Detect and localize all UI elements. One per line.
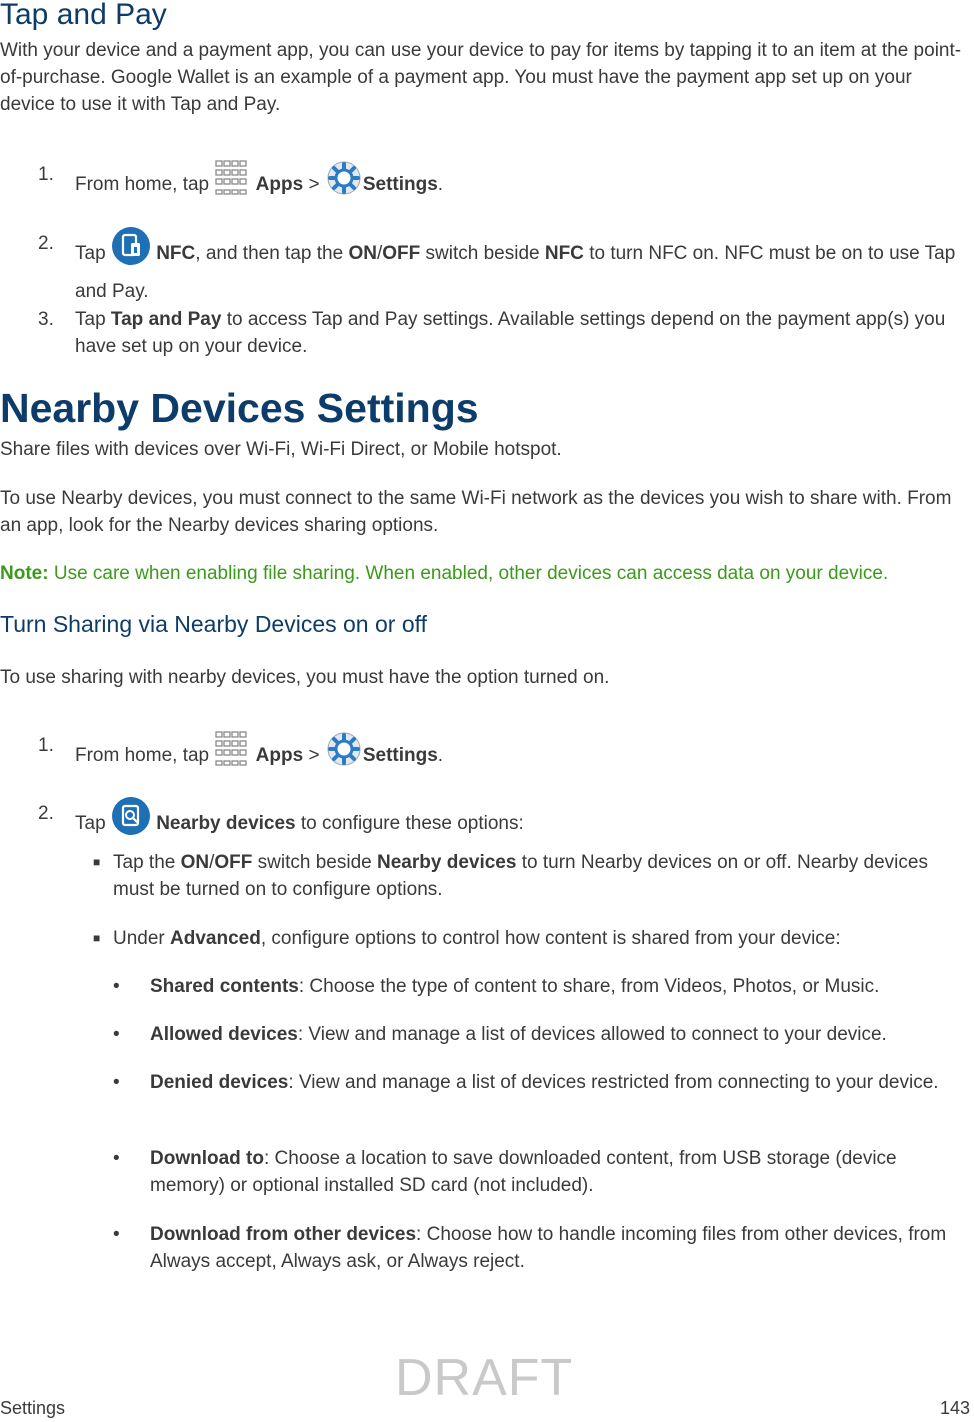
option-text: : View and manage a list of devices allowed to connect to your device.	[297, 1024, 887, 1045]
slash: /	[376, 243, 383, 265]
bullet-text: to turn Nearby devices on or off. Nearby devices must be turned on to configure options.	[113, 852, 928, 900]
option-text: : Choose a location to save downloaded content, from USB storage (device memory) or optional installed SD card (not included).	[150, 1148, 897, 1196]
step-number: 1.	[38, 164, 54, 185]
option-label: Download to	[150, 1148, 264, 1169]
sub-item-allowed-devices	[150, 1021, 972, 1048]
settings-gear-icon	[325, 158, 363, 206]
sub-item-download-from-other-devices	[150, 1221, 972, 1275]
step-end: .	[437, 174, 444, 196]
step-text: From home, tap	[75, 174, 210, 196]
apps-grid-icon	[214, 158, 250, 206]
separator: >	[308, 745, 320, 767]
step-number: 2.	[38, 803, 54, 824]
dot-bullet: •	[113, 1024, 120, 1045]
apps-grid-icon	[214, 729, 250, 777]
square-bullet: ■	[93, 931, 101, 945]
footer-page-number: 143	[939, 1398, 970, 1418]
section-title-tap-and-pay: Tap and Pay	[0, 0, 167, 31]
nearby-devices-label: Nearby devices	[156, 813, 296, 835]
nfc-label: NFC	[156, 243, 196, 265]
sub-item-shared-contents	[150, 973, 972, 1000]
option-text: : View and manage a list of devices restricted from connecting to your device.	[288, 1072, 939, 1093]
note-label: Note:	[0, 563, 49, 584]
bullet-item-advanced	[113, 925, 971, 952]
tap-and-pay-label: Tap and Pay	[110, 309, 222, 330]
settings-gear-icon	[325, 729, 363, 777]
sub-item-denied-devices	[150, 1069, 972, 1096]
settings-label: Settings	[362, 745, 438, 767]
step-text: Tap	[75, 309, 106, 330]
step-end: .	[437, 745, 444, 767]
turn-step-1	[75, 732, 970, 780]
step-text: to access Tap and Pay settings. Available settings depend on the payment app(s) you have set up on your device.	[75, 309, 946, 357]
on-label: ON	[180, 852, 210, 873]
step-number: 3.	[38, 309, 54, 330]
step-text: Tap	[75, 813, 106, 835]
bullet-text: Tap the	[113, 852, 176, 873]
on-label: ON	[348, 243, 377, 265]
nearby-paragraph-2: To use Nearby devices, you must connect to the same Wi-Fi network as the devices you wish to share with. From an app, look for the Nearby devices sharing options.	[0, 488, 952, 536]
bullet-item-on-off	[113, 849, 971, 903]
option-label: Allowed devices	[150, 1024, 298, 1045]
draft-watermark: DRAFT	[395, 1349, 574, 1407]
step-text: switch beside	[425, 243, 540, 265]
nfc-icon	[111, 226, 151, 274]
nearby-devices-icon	[111, 796, 151, 844]
bullet-text: Under	[113, 928, 165, 949]
turn-sharing-intro: To use sharing with nearby devices, you must have the option turned on.	[0, 667, 610, 688]
step-number: 2.	[38, 233, 54, 254]
option-label: Denied devices	[150, 1072, 289, 1093]
square-bullet: ■	[93, 855, 101, 869]
note-text: Use care when enabling file sharing. When enabled, other devices can access data on your device.	[53, 563, 889, 584]
section-title-nearby-devices: Nearby Devices Settings	[0, 385, 479, 431]
option-text: : Choose how to handle incoming files from other devices, from Always accept, Always ask, or Always reject.	[150, 1224, 947, 1272]
step-text: , and then tap the	[195, 243, 344, 265]
option-label: Shared contents	[150, 976, 299, 997]
slash: /	[209, 852, 215, 873]
nearby-paragraph-1: Share files with devices over Wi-Fi, Wi-Fi Direct, or Mobile hotspot.	[0, 439, 562, 460]
sub-item-download-to	[150, 1145, 972, 1199]
separator: >	[308, 174, 320, 196]
option-label: Download from other devices	[150, 1224, 417, 1245]
bullet-text: , configure options to control how content is shared from your device:	[260, 928, 841, 949]
settings-label: Settings	[362, 174, 438, 196]
step-text: to configure these options:	[300, 813, 524, 835]
dot-bullet: •	[113, 1224, 120, 1245]
step-number: 1.	[38, 735, 54, 756]
footer-section-name: Settings	[0, 1398, 66, 1418]
tap-pay-step-2	[75, 230, 970, 305]
apps-label: Apps	[255, 174, 304, 196]
nearby-devices-label: Nearby devices	[377, 852, 517, 873]
dot-bullet: •	[113, 1072, 120, 1093]
note	[0, 560, 974, 587]
subsection-title-turn-sharing: Turn Sharing via Nearby Devices on or off	[0, 611, 427, 637]
tap-pay-step-3	[75, 306, 970, 360]
option-text: : Choose the type of content to share, from Videos, Photos, or Music.	[298, 976, 880, 997]
dot-bullet: •	[113, 976, 120, 997]
bullet-text: switch beside	[257, 852, 372, 873]
step-text: From home, tap	[75, 745, 210, 767]
step-text: Tap	[75, 243, 106, 265]
dot-bullet: •	[113, 1148, 120, 1169]
turn-step-2	[75, 800, 970, 848]
off-label: OFF	[214, 852, 253, 873]
tap-pay-step-1	[75, 161, 970, 209]
nfc-label: NFC	[544, 243, 584, 265]
step-text: to turn NFC on. NFC must be on to use Tap and Pay.	[75, 243, 956, 302]
off-label: OFF	[382, 243, 421, 265]
apps-label: Apps	[255, 745, 304, 767]
tap-pay-intro: With your device and a payment app, you can use your device to pay for items by tapping it to an item at the point-of-purchase. Google Wallet is an example of a payment app. You must have the payment app set up on your device to use it with Tap and Pay.	[0, 40, 962, 115]
advanced-label: Advanced	[170, 928, 261, 949]
